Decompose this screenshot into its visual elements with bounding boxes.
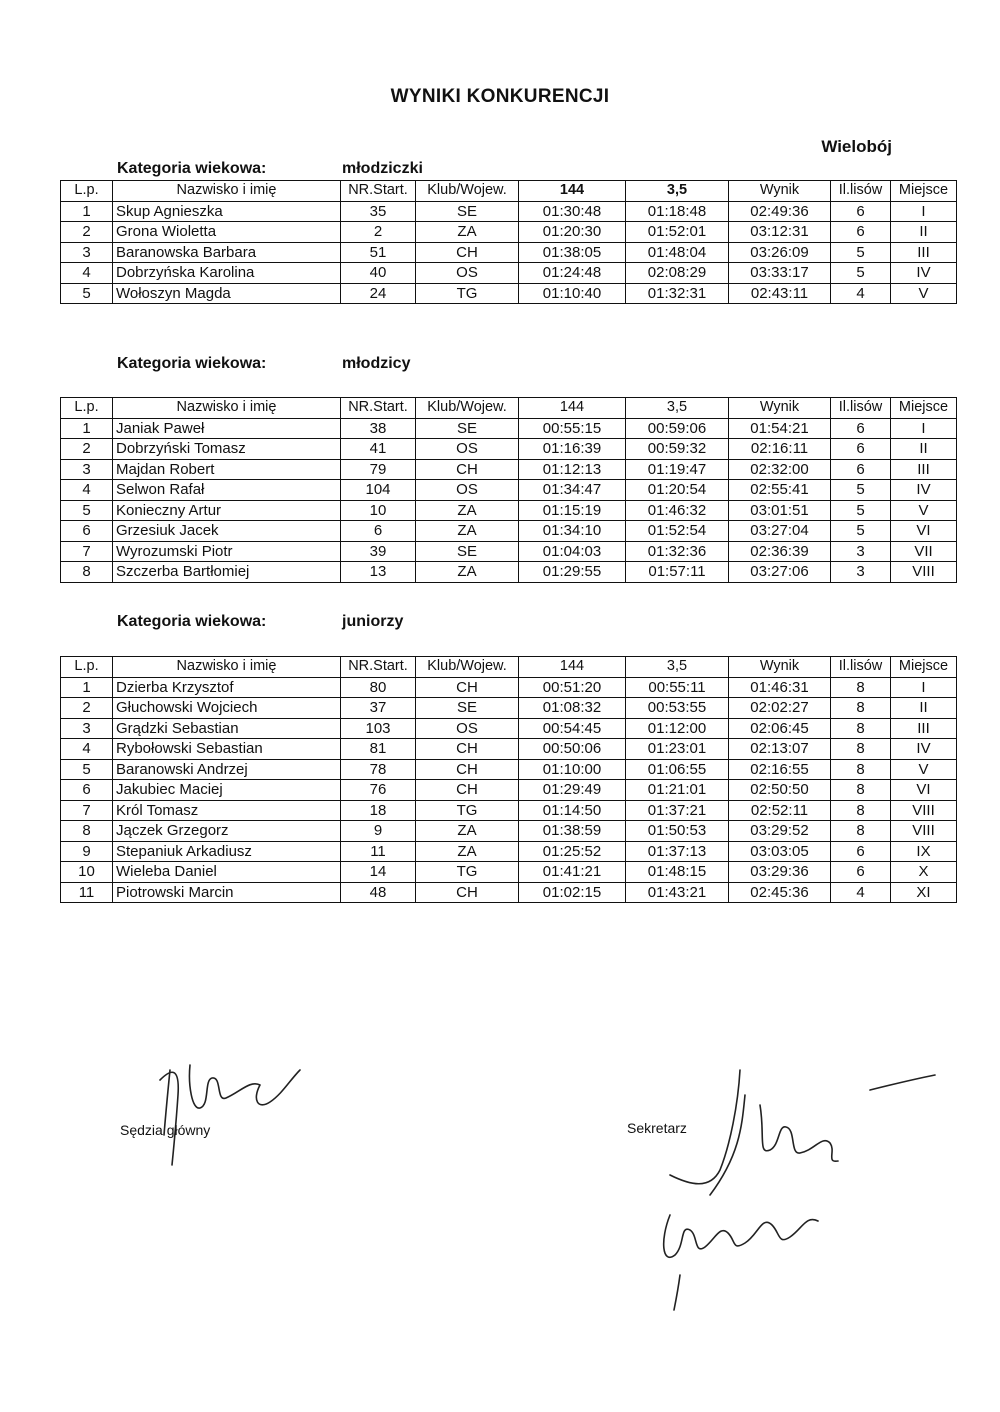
cell-time-3-5: 02:08:29 xyxy=(626,263,729,284)
cell-time-144: 01:41:21 xyxy=(519,862,626,883)
cell-fox-count: 5 xyxy=(831,521,891,542)
cell-result: 02:13:07 xyxy=(729,739,831,760)
table-row xyxy=(61,263,957,284)
cell-lp: 6 xyxy=(61,780,113,801)
cell-club: TG xyxy=(416,862,519,883)
col-fox-count: Il.lisów xyxy=(831,657,891,678)
cell-time-144: 01:29:55 xyxy=(519,562,626,583)
table-header xyxy=(61,181,957,202)
cell-result: 02:45:36 xyxy=(729,882,831,903)
cell-lp: 3 xyxy=(61,242,113,263)
cell-fox-count: 8 xyxy=(831,759,891,780)
cell-club: ZA xyxy=(416,521,519,542)
cell-club: SE xyxy=(416,201,519,222)
cell-place: I xyxy=(891,201,957,222)
table-row xyxy=(61,862,957,883)
cell-result: 02:32:00 xyxy=(729,459,831,480)
cell-lp: 7 xyxy=(61,800,113,821)
category-value: młodzicy xyxy=(342,355,411,372)
cell-place: VI xyxy=(891,521,957,542)
table-row xyxy=(61,541,957,562)
table-row xyxy=(61,821,957,842)
cell-place: IV xyxy=(891,739,957,760)
table-row xyxy=(61,201,957,222)
cell-result: 02:49:36 xyxy=(729,201,831,222)
table-header xyxy=(61,657,957,678)
col-lp: L.p. xyxy=(61,181,113,202)
category-value: młodziczki xyxy=(342,160,423,177)
cell-time-3-5: 01:18:48 xyxy=(626,201,729,222)
cell-place: III xyxy=(891,459,957,480)
cell-time-3-5: 00:53:55 xyxy=(626,698,729,719)
cell-club: TG xyxy=(416,800,519,821)
col-club: Klub/Wojew. xyxy=(416,398,519,419)
cell-name: Głuchowski Wojciech xyxy=(113,698,341,719)
cell-fox-count: 6 xyxy=(831,439,891,460)
cell-lp: 1 xyxy=(61,201,113,222)
table-body xyxy=(61,677,957,903)
cell-name: Król Tomasz xyxy=(113,800,341,821)
col-name: Nazwisko i imię xyxy=(113,398,341,419)
cell-fox-count: 4 xyxy=(831,882,891,903)
cell-name: Baranowski Andrzej xyxy=(113,759,341,780)
cell-time-144: 01:04:03 xyxy=(519,541,626,562)
table-row xyxy=(61,283,957,304)
cell-time-144: 01:15:19 xyxy=(519,500,626,521)
col-start-no: NR.Start. xyxy=(341,398,416,419)
cell-time-144: 01:02:15 xyxy=(519,882,626,903)
cell-result: 02:55:41 xyxy=(729,480,831,501)
cell-time-3-5: 01:37:13 xyxy=(626,841,729,862)
cell-place: X xyxy=(891,862,957,883)
cell-lp: 8 xyxy=(61,562,113,583)
cell-start-no: 11 xyxy=(341,841,416,862)
table-row xyxy=(61,841,957,862)
cell-club: ZA xyxy=(416,841,519,862)
cell-place: IV xyxy=(891,263,957,284)
cell-start-no: 35 xyxy=(341,201,416,222)
cell-lp: 4 xyxy=(61,739,113,760)
cell-result: 03:33:17 xyxy=(729,263,831,284)
cell-start-no: 104 xyxy=(341,480,416,501)
cell-place: IX xyxy=(891,841,957,862)
col-lp: L.p. xyxy=(61,657,113,678)
table-row xyxy=(61,521,957,542)
cell-lp: 2 xyxy=(61,222,113,243)
cell-club: CH xyxy=(416,677,519,698)
col-name: Nazwisko i imię xyxy=(113,181,341,202)
table-row xyxy=(61,718,957,739)
cell-place: V xyxy=(891,500,957,521)
cell-result: 02:43:11 xyxy=(729,283,831,304)
cell-time-3-5: 01:06:55 xyxy=(626,759,729,780)
cell-lp: 8 xyxy=(61,821,113,842)
cell-fox-count: 8 xyxy=(831,718,891,739)
cell-time-144: 01:14:50 xyxy=(519,800,626,821)
cell-time-144: 01:34:10 xyxy=(519,521,626,542)
cell-result: 03:26:09 xyxy=(729,242,831,263)
cell-time-144: 01:10:00 xyxy=(519,759,626,780)
category-label: Kategoria wiekowa: xyxy=(117,160,267,177)
cell-name: Grzesiuk Jacek xyxy=(113,521,341,542)
cell-name: Grona Wioletta xyxy=(113,222,341,243)
cell-time-3-5: 01:50:53 xyxy=(626,821,729,842)
cell-place: II xyxy=(891,698,957,719)
cell-name: Baranowska Barbara xyxy=(113,242,341,263)
cell-time-3-5: 01:52:01 xyxy=(626,222,729,243)
cell-time-3-5: 01:52:54 xyxy=(626,521,729,542)
col-place: Miejsce xyxy=(891,657,957,678)
cell-fox-count: 6 xyxy=(831,459,891,480)
cell-place: V xyxy=(891,759,957,780)
cell-start-no: 51 xyxy=(341,242,416,263)
cell-name: Piotrowski Marcin xyxy=(113,882,341,903)
cell-fox-count: 6 xyxy=(831,862,891,883)
cell-lp: 5 xyxy=(61,283,113,304)
cell-result: 02:02:27 xyxy=(729,698,831,719)
col-result: Wynik xyxy=(729,398,831,419)
cell-club: CH xyxy=(416,459,519,480)
category-value: juniorzy xyxy=(342,613,404,630)
cell-start-no: 48 xyxy=(341,882,416,903)
cell-time-144: 01:38:05 xyxy=(519,242,626,263)
cell-fox-count: 6 xyxy=(831,201,891,222)
cell-name: Dobrzyński Tomasz xyxy=(113,439,341,460)
cell-fox-count: 8 xyxy=(831,739,891,760)
cell-club: OS xyxy=(416,718,519,739)
cell-club: SE xyxy=(416,541,519,562)
col-club: Klub/Wojew. xyxy=(416,657,519,678)
cell-lp: 9 xyxy=(61,841,113,862)
cell-result: 02:36:39 xyxy=(729,541,831,562)
cell-name: Jakubiec Maciej xyxy=(113,780,341,801)
cell-time-144: 01:29:49 xyxy=(519,780,626,801)
cell-club: CH xyxy=(416,242,519,263)
cell-time-144: 00:55:15 xyxy=(519,418,626,439)
cell-time-144: 01:10:40 xyxy=(519,283,626,304)
cell-time-3-5: 01:48:04 xyxy=(626,242,729,263)
cell-lp: 3 xyxy=(61,718,113,739)
results-table-2 xyxy=(60,397,957,583)
cell-result: 02:50:50 xyxy=(729,780,831,801)
cell-club: CH xyxy=(416,780,519,801)
table-row xyxy=(61,480,957,501)
cell-time-3-5: 01:43:21 xyxy=(626,882,729,903)
col-result: Wynik xyxy=(729,657,831,678)
cell-lp: 1 xyxy=(61,418,113,439)
cell-time-3-5: 01:23:01 xyxy=(626,739,729,760)
chief-judge-label: Sędzia główny xyxy=(120,1122,211,1138)
cell-fox-count: 8 xyxy=(831,800,891,821)
cell-club: CH xyxy=(416,739,519,760)
cell-name: Rybołowski Sebastian xyxy=(113,739,341,760)
cell-time-144: 01:30:48 xyxy=(519,201,626,222)
cell-start-no: 2 xyxy=(341,222,416,243)
table-row xyxy=(61,677,957,698)
table-row xyxy=(61,759,957,780)
table-row xyxy=(61,439,957,460)
results-table-3 xyxy=(60,656,957,903)
table-row xyxy=(61,222,957,243)
table-row xyxy=(61,418,957,439)
cell-lp: 3 xyxy=(61,459,113,480)
cell-lp: 10 xyxy=(61,862,113,883)
cell-time-144: 01:25:52 xyxy=(519,841,626,862)
cell-result: 02:16:55 xyxy=(729,759,831,780)
cell-fox-count: 6 xyxy=(831,841,891,862)
cell-lp: 1 xyxy=(61,677,113,698)
cell-place: VI xyxy=(891,780,957,801)
col-3-5: 3,5 xyxy=(626,398,729,419)
cell-place: XI xyxy=(891,882,957,903)
cell-place: VIII xyxy=(891,821,957,842)
table-row xyxy=(61,562,957,583)
cell-start-no: 24 xyxy=(341,283,416,304)
cell-fox-count: 8 xyxy=(831,677,891,698)
col-lp: L.p. xyxy=(61,398,113,419)
cell-result: 03:29:36 xyxy=(729,862,831,883)
cell-start-no: 9 xyxy=(341,821,416,842)
cell-start-no: 103 xyxy=(341,718,416,739)
col-144: 144 xyxy=(519,181,626,202)
cell-start-no: 76 xyxy=(341,780,416,801)
col-3-5: 3,5 xyxy=(626,657,729,678)
cell-time-3-5: 01:32:36 xyxy=(626,541,729,562)
cell-result: 03:01:51 xyxy=(729,500,831,521)
cell-time-3-5: 01:48:15 xyxy=(626,862,729,883)
cell-name: Skup Agnieszka xyxy=(113,201,341,222)
cell-name: Szczerba Bartłomiej xyxy=(113,562,341,583)
secretary-label: Sekretarz xyxy=(627,1120,687,1136)
cell-time-3-5: 01:21:01 xyxy=(626,780,729,801)
cell-start-no: 81 xyxy=(341,739,416,760)
cell-start-no: 37 xyxy=(341,698,416,719)
cell-fox-count: 8 xyxy=(831,821,891,842)
cell-start-no: 79 xyxy=(341,459,416,480)
cell-time-3-5: 00:59:06 xyxy=(626,418,729,439)
cell-start-no: 38 xyxy=(341,418,416,439)
table-row xyxy=(61,698,957,719)
cell-start-no: 6 xyxy=(341,521,416,542)
cell-fox-count: 4 xyxy=(831,283,891,304)
results-table-1 xyxy=(60,180,957,304)
table-row xyxy=(61,242,957,263)
cell-result: 01:54:21 xyxy=(729,418,831,439)
cell-name: Wołoszyn Magda xyxy=(113,283,341,304)
col-club: Klub/Wojew. xyxy=(416,181,519,202)
cell-place: III xyxy=(891,242,957,263)
cell-time-144: 01:38:59 xyxy=(519,821,626,842)
secretary-signature xyxy=(650,1065,950,1315)
cell-result: 03:27:04 xyxy=(729,521,831,542)
col-fox-count: Il.lisów xyxy=(831,181,891,202)
cell-place: VIII xyxy=(891,800,957,821)
cell-club: CH xyxy=(416,882,519,903)
cell-club: OS xyxy=(416,439,519,460)
cell-result: 02:06:45 xyxy=(729,718,831,739)
col-place: Miejsce xyxy=(891,398,957,419)
cell-place: IV xyxy=(891,480,957,501)
cell-start-no: 41 xyxy=(341,439,416,460)
cell-lp: 6 xyxy=(61,521,113,542)
table-row xyxy=(61,882,957,903)
cell-name: Janiak Paweł xyxy=(113,418,341,439)
category-label: Kategoria wiekowa: xyxy=(117,613,267,630)
cell-club: ZA xyxy=(416,562,519,583)
cell-name: Stepaniuk Arkadiusz xyxy=(113,841,341,862)
cell-club: ZA xyxy=(416,821,519,842)
cell-start-no: 13 xyxy=(341,562,416,583)
cell-club: TG xyxy=(416,283,519,304)
col-fox-count: Il.lisów xyxy=(831,398,891,419)
cell-name: Grądzki Sebastian xyxy=(113,718,341,739)
table-row xyxy=(61,780,957,801)
table-row xyxy=(61,739,957,760)
cell-time-3-5: 01:57:11 xyxy=(626,562,729,583)
cell-start-no: 80 xyxy=(341,677,416,698)
cell-name: Jączek Grzegorz xyxy=(113,821,341,842)
cell-place: II xyxy=(891,222,957,243)
cell-result: 02:16:11 xyxy=(729,439,831,460)
cell-time-144: 01:20:30 xyxy=(519,222,626,243)
col-start-no: NR.Start. xyxy=(341,657,416,678)
cell-start-no: 10 xyxy=(341,500,416,521)
cell-place: V xyxy=(891,283,957,304)
cell-result: 01:46:31 xyxy=(729,677,831,698)
cell-place: III xyxy=(891,718,957,739)
cell-lp: 4 xyxy=(61,263,113,284)
cell-start-no: 78 xyxy=(341,759,416,780)
cell-name: Wyrozumski Piotr xyxy=(113,541,341,562)
cell-lp: 5 xyxy=(61,500,113,521)
cell-time-144: 01:34:47 xyxy=(519,480,626,501)
cell-result: 03:27:06 xyxy=(729,562,831,583)
col-144: 144 xyxy=(519,398,626,419)
cell-fox-count: 6 xyxy=(831,418,891,439)
cell-time-144: 00:51:20 xyxy=(519,677,626,698)
cell-result: 03:29:52 xyxy=(729,821,831,842)
cell-time-3-5: 01:19:47 xyxy=(626,459,729,480)
cell-time-3-5: 01:12:00 xyxy=(626,718,729,739)
category-label: Kategoria wiekowa: xyxy=(117,355,267,372)
col-result: Wynik xyxy=(729,181,831,202)
cell-time-144: 01:12:13 xyxy=(519,459,626,480)
cell-fox-count: 8 xyxy=(831,780,891,801)
cell-time-144: 01:24:48 xyxy=(519,263,626,284)
cell-lp: 2 xyxy=(61,698,113,719)
cell-time-144: 00:54:45 xyxy=(519,718,626,739)
cell-place: II xyxy=(891,439,957,460)
cell-fox-count: 6 xyxy=(831,222,891,243)
cell-club: SE xyxy=(416,418,519,439)
cell-place: I xyxy=(891,677,957,698)
cell-club: SE xyxy=(416,698,519,719)
cell-time-3-5: 00:55:11 xyxy=(626,677,729,698)
col-3-5: 3,5 xyxy=(626,181,729,202)
cell-lp: 5 xyxy=(61,759,113,780)
cell-result: 02:52:11 xyxy=(729,800,831,821)
cell-fox-count: 5 xyxy=(831,263,891,284)
cell-club: OS xyxy=(416,263,519,284)
cell-time-144: 01:16:39 xyxy=(519,439,626,460)
cell-start-no: 14 xyxy=(341,862,416,883)
cell-fox-count: 3 xyxy=(831,562,891,583)
cell-name: Dobrzyńska Karolina xyxy=(113,263,341,284)
table-body xyxy=(61,418,957,582)
cell-time-3-5: 01:20:54 xyxy=(626,480,729,501)
cell-fox-count: 8 xyxy=(831,698,891,719)
cell-place: VII xyxy=(891,541,957,562)
cell-name: Wieleba Daniel xyxy=(113,862,341,883)
cell-club: OS xyxy=(416,480,519,501)
cell-lp: 4 xyxy=(61,480,113,501)
cell-club: ZA xyxy=(416,500,519,521)
cell-fox-count: 5 xyxy=(831,242,891,263)
table-row xyxy=(61,500,957,521)
col-start-no: NR.Start. xyxy=(341,181,416,202)
cell-lp: 11 xyxy=(61,882,113,903)
cell-time-144: 01:08:32 xyxy=(519,698,626,719)
cell-name: Selwon Rafał xyxy=(113,480,341,501)
cell-time-144: 00:50:06 xyxy=(519,739,626,760)
cell-lp: 7 xyxy=(61,541,113,562)
cell-club: CH xyxy=(416,759,519,780)
cell-start-no: 18 xyxy=(341,800,416,821)
cell-result: 03:12:31 xyxy=(729,222,831,243)
table-header xyxy=(61,398,957,419)
cell-name: Dzierba Krzysztof xyxy=(113,677,341,698)
cell-fox-count: 3 xyxy=(831,541,891,562)
cell-fox-count: 5 xyxy=(831,480,891,501)
cell-time-3-5: 01:37:21 xyxy=(626,800,729,821)
cell-start-no: 39 xyxy=(341,541,416,562)
cell-place: I xyxy=(891,418,957,439)
cell-time-3-5: 00:59:32 xyxy=(626,439,729,460)
cell-name: Majdan Robert xyxy=(113,459,341,480)
cell-start-no: 40 xyxy=(341,263,416,284)
cell-time-3-5: 01:46:32 xyxy=(626,500,729,521)
chief-judge-signature xyxy=(140,1040,310,1170)
cell-fox-count: 5 xyxy=(831,500,891,521)
col-place: Miejsce xyxy=(891,181,957,202)
cell-lp: 2 xyxy=(61,439,113,460)
col-144: 144 xyxy=(519,657,626,678)
document-title: WYNIKI KONKURENCJI xyxy=(390,86,610,107)
table-body xyxy=(61,201,957,304)
table-row xyxy=(61,459,957,480)
discipline-label: Wielobój xyxy=(821,137,892,156)
cell-club: ZA xyxy=(416,222,519,243)
col-name: Nazwisko i imię xyxy=(113,657,341,678)
cell-result: 03:03:05 xyxy=(729,841,831,862)
cell-name: Konieczny Artur xyxy=(113,500,341,521)
cell-time-3-5: 01:32:31 xyxy=(626,283,729,304)
cell-place: VIII xyxy=(891,562,957,583)
table-row xyxy=(61,800,957,821)
